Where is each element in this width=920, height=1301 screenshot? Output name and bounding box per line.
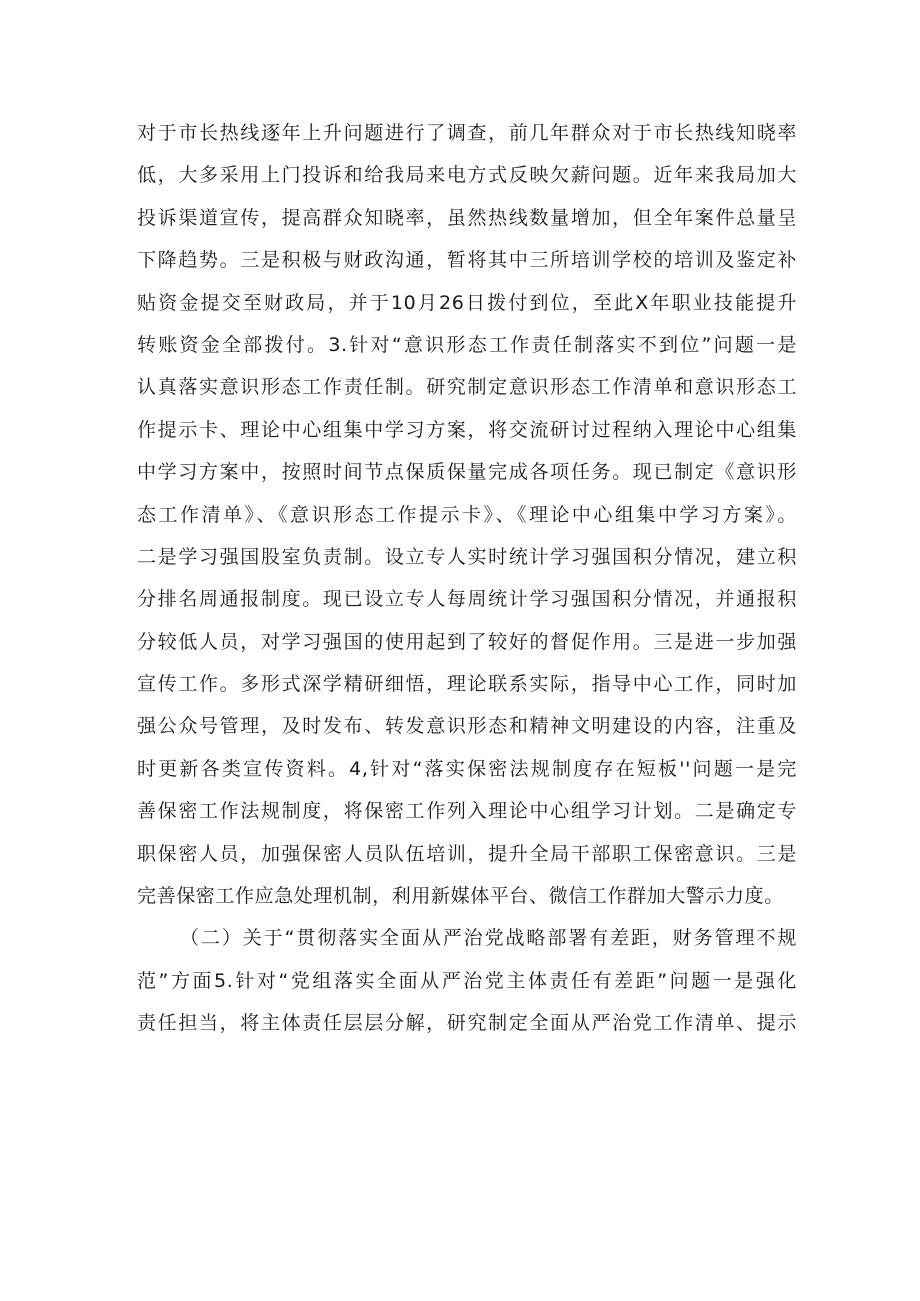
text-line: 低，大多采用上门投诉和给我局来电方式反映欠薪问题。近年来我局加大 — [137, 164, 797, 187]
text-line: 责任担当，将主体责任层层分解，研究制定全面从严治党工作清单、提示 — [137, 1012, 797, 1035]
text-line: 作提示卡、理论中心组集中学习方案，将交流研讨过程纳入理论中心组集 — [137, 418, 797, 441]
text-line: 认真落实意识形态工作责任制。研究制定意识形态工作清单和意识形态工 — [137, 376, 797, 399]
section-heading-line: （二）关于“贯彻落实全面从严治党战略部署有差距，财务管理不规 — [180, 927, 797, 950]
text-line: 完善保密工作应急处理机制，利用新媒体平台、微信工作群加大警示力度。 — [137, 885, 784, 908]
text-line: 时更新各类宣传资料。4,针对“落实保密法规制度存在短板''问题一是完 — [137, 757, 797, 780]
text-line: 二是学习强国股室负责制。设立专人实时统计学习强国积分情况，建立积 — [137, 545, 797, 568]
text-line: 强公众号管理，及时发布、转发意识形态和精神文明建设的内容，注重及 — [137, 715, 797, 738]
document-body — [137, 112, 797, 1045]
text-line: 范”方面5.针对“党组落实全面从严治党主体责任有差距”问题一是强化 — [137, 969, 797, 992]
text-line: 善保密工作法规制度，将保密工作列入理论中心组学习计划。二是确定专 — [137, 800, 797, 823]
text-line: 下降趋势。三是积极与财政沟通，暂将其中三所培训学校的培训及鉴定补 — [137, 249, 797, 272]
text-line: 分排名周通报制度。现已设立专人每周统计学习强国积分情况，并通报积 — [137, 588, 797, 611]
text-line: 对于市长热线逐年上升问题进行了调查，前几年群众对于市长热线知晓率 — [137, 122, 797, 144]
text-line: 分较低人员，对学习强国的使用起到了较好的督促作用。三是进一步加强 — [137, 630, 797, 653]
text-line: 宣传工作。多形式深学精研细悟，理论联系实际，指导中心工作，同时加 — [137, 673, 797, 696]
text-line: 贴资金提交至财政局，并于10月26日拨付到位，至此X年职业技能提升 — [137, 291, 797, 314]
text-line: 投诉渠道宣传，提高群众知晓率，虽然热线数量增加，但全年案件总量呈 — [137, 206, 797, 229]
text-line: 态工作清单》、《意识形态工作提示卡》、《理论中心组集中学习方案》。 — [137, 503, 797, 526]
text-line: 中学习方案中，按照时间节点保质保量完成各项任务。现已制定《意识形 — [137, 461, 797, 484]
text-line: 职保密人员，加强保密人员队伍培训，提升全局干部职工保密意识。三是 — [137, 842, 797, 865]
text-line: 转账资金全部拨付。3.针对“意识形态工作责任制落实不到位”问题一是 — [137, 333, 797, 356]
